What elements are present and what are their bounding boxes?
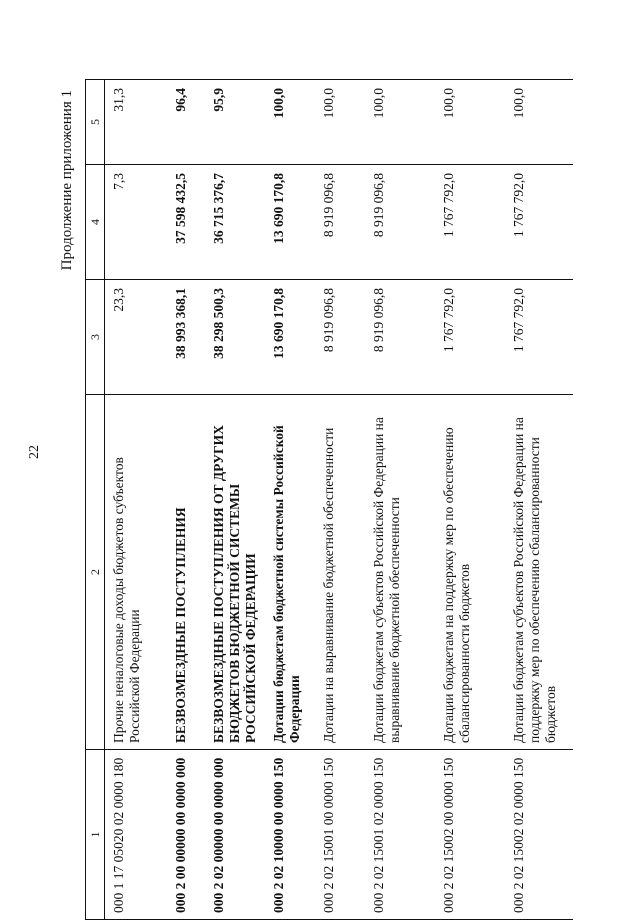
planned-value: 38 993 368,1: [167, 280, 205, 395]
actual-value: 7,3: [105, 165, 167, 280]
header-row: [86, 80, 105, 920]
revenue-name: Дотации бюджетам субъектов Российской Федерации на поддержку мер по обеспечению сбалансированности бюджетов: [505, 395, 573, 750]
revenue-name: Дотации бюджетам субъектов Российской Федерации на выравнивание бюджетной обеспеченности: [365, 395, 435, 750]
header-col-3: 3: [86, 280, 105, 395]
page-number: 22: [27, 445, 42, 459]
actual-value: 8 919 096,8: [365, 165, 435, 280]
budget-code: 000 2 02 00000 00 0000 000: [205, 750, 266, 920]
execution-percent: 100,0: [265, 80, 315, 165]
revenue-name: БЕЗВОЗМЕЗДНЫЕ ПОСТУПЛЕНИЯ: [167, 395, 205, 750]
revenue-name: Дотации бюджетам на поддержку мер по обеспечению сбалансированности бюджетов: [435, 395, 505, 750]
revenue-name: БЕЗВОЗМЕЗДНЫЕ ПОСТУПЛЕНИЯ ОТ ДРУГИХ БЮДЖЕТОВ БЮДЖЕТНОЙ СИСТЕМЫ РОССИЙСКОЙ ФЕДЕРАЦИИ: [205, 395, 266, 750]
header-col-5: 5: [86, 80, 105, 165]
budget-code: 000 2 02 10000 00 0000 150: [265, 750, 315, 920]
table-row: [315, 80, 365, 920]
revenue-name: Дотации бюджетам бюджетной системы Российской Федерации: [265, 395, 315, 750]
continuation-caption: Продолжение приложения 1: [59, 90, 75, 271]
revenue-name: Дотации на выравнивание бюджетной обеспеченности: [315, 395, 365, 750]
budget-code: 000 1 17 05020 02 0000 180: [105, 750, 167, 920]
actual-value: 37 598 432,5: [167, 165, 205, 280]
planned-value: 38 298 500,3: [205, 280, 266, 395]
table-row: [505, 80, 573, 920]
budget-code: 000 2 02 15002 00 0000 150: [435, 750, 505, 920]
budget-code: 000 2 02 15002 02 0000 150: [505, 750, 573, 920]
execution-percent: 31,3: [105, 80, 167, 165]
execution-percent: 100,0: [435, 80, 505, 165]
actual-value: 1 767 792,0: [435, 165, 505, 280]
execution-percent: 95,9: [205, 80, 266, 165]
table-row: [105, 80, 167, 920]
planned-value: 13 690 170,8: [265, 280, 315, 395]
actual-value: 8 919 096,8: [315, 165, 365, 280]
rotated-table-sheet: [59, 80, 605, 920]
execution-percent: 100,0: [365, 80, 435, 165]
budget-code: 000 2 02 15001 00 0000 150: [315, 750, 365, 920]
header-col-4: 4: [86, 165, 105, 280]
planned-value: 1 767 792,0: [505, 280, 573, 395]
header-col-1: 1: [86, 750, 105, 920]
budget-code: 000 2 00 00000 00 0000 000: [167, 750, 205, 920]
actual-value: 36 715 376,7: [205, 165, 266, 280]
execution-percent: 100,0: [505, 80, 573, 165]
planned-value: 8 919 096,8: [365, 280, 435, 395]
table-row: [167, 80, 205, 920]
header-col-2: 2: [86, 395, 105, 750]
table-row: [435, 80, 505, 920]
planned-value: 8 919 096,8: [315, 280, 365, 395]
revenue-table: [85, 79, 573, 920]
execution-percent: 96,4: [167, 80, 205, 165]
planned-value: 1 767 792,0: [435, 280, 505, 395]
table-row: [265, 80, 315, 920]
revenue-name: Прочие неналоговые доходы бюджетов субъектов Российской Федерации: [105, 395, 167, 750]
table-row: [205, 80, 266, 920]
budget-code: 000 2 02 15001 02 0000 150: [365, 750, 435, 920]
table-row: [365, 80, 435, 920]
planned-value: 23,3: [105, 280, 167, 395]
actual-value: 1 767 792,0: [505, 165, 573, 280]
actual-value: 13 690 170,8: [265, 165, 315, 280]
execution-percent: 100,0: [315, 80, 365, 165]
